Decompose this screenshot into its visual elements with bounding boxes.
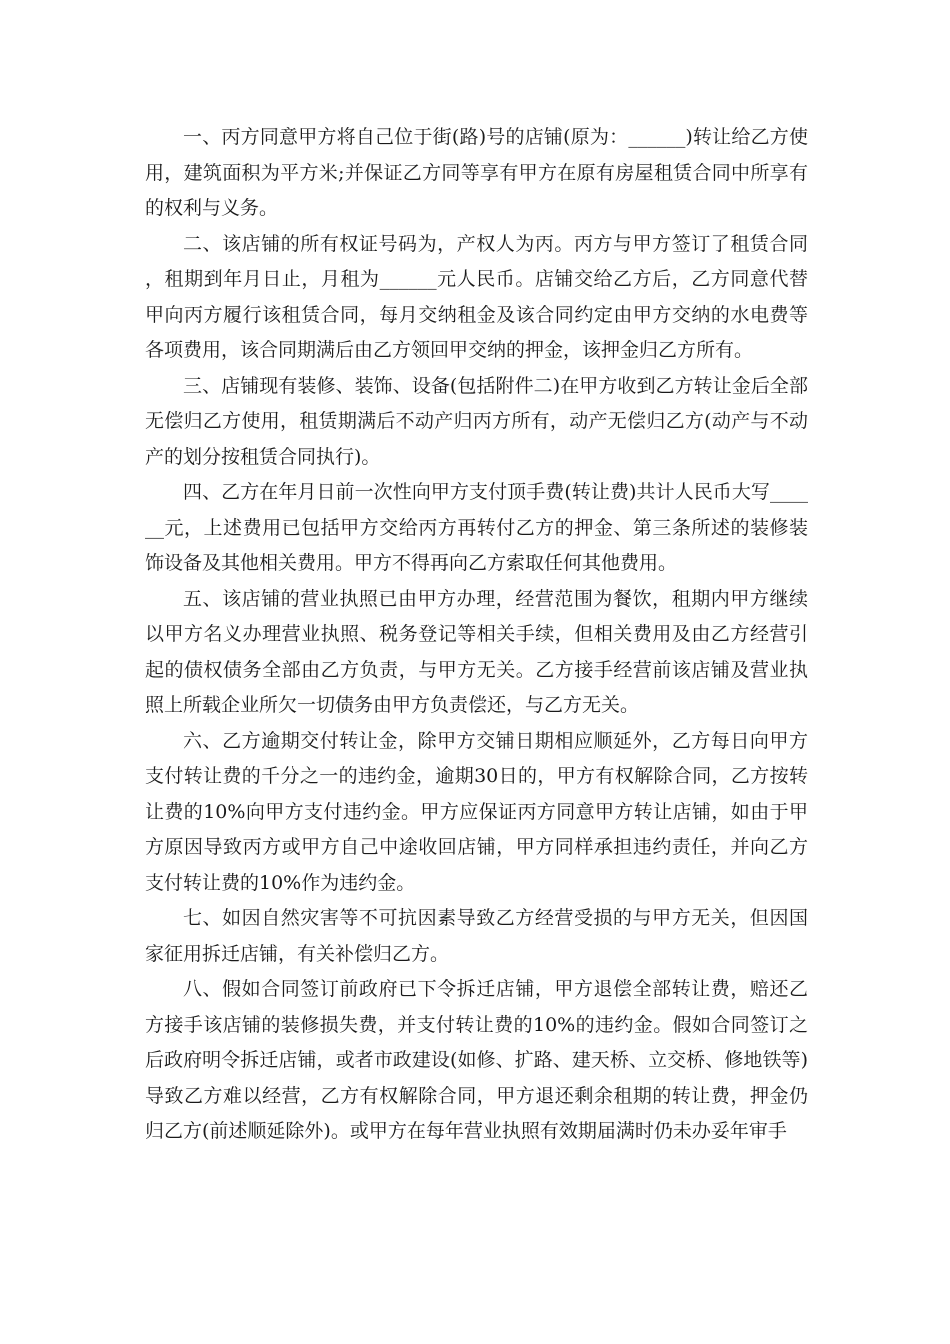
- clause-6: 六、乙方逾期交付转让金，除甲方交铺日期相应顺延外，乙方每日向甲方支付转让费的千分之一的违约金，逾期30日的，甲方有权解除合同，乙方按转让费的10%向甲方支付违约金。甲方应保证丙方同意甲方转让店铺，如由于甲方原因导致丙方或甲方自己中途收回店铺，甲方同样承担违约责任，并向乙方支付转让费的10%作为违约金。: [145, 729, 808, 894]
- clause-1: 一、丙方同意甲方将自己位于街(路)号的店铺(原为：______)转让给乙方使用，建筑面积为平方米;并保证乙方同等享有甲方在原有房屋租赁合同中所享有的权利与义务。: [145, 126, 808, 219]
- clause-2: 二、该店铺的所有权证号码为，产权人为丙。丙方与甲方签订了租赁合同，租期到年月日止，月租为______元人民币。店铺交给乙方后，乙方同意代替甲向丙方履行该租赁合同，每月交纳租金及该合同约定由甲方交纳的水电费等各项费用，该合同期满后由乙方领回甲交纳的押金，该押金归乙方所有。: [145, 232, 808, 361]
- clause-3: 三、店铺现有装修、装饰、设备(包括附件二)在甲方收到乙方转让金后全部无偿归乙方使用，租赁期满后不动产归丙方所有，动产无偿归乙方(动产与不动产的划分按租赁合同执行)。: [145, 374, 808, 468]
- clause-8: 八、假如合同签订前政府已下令拆迁店铺，甲方退偿全部转让费，赔还乙方接手该店铺的装修损失费，并支付转让费的10%的违约金。假如合同签订之后政府明令拆迁店铺，或者市政建设(如修、扩路、建天桥、立交桥、修地铁等)导致乙方难以经营，乙方有权解除合同，甲方退还剩余租期的转让费，押金仍归乙方(前述顺延除外)。或甲方在每年营业执照有效期届满时仍未办妥年审手: [145, 978, 808, 1142]
- clause-5: 五、该店铺的营业执照已由甲方办理，经营范围为餐饮，租期内甲方继续以甲方名义办理营业执照、税务登记等相关手续，但相关费用及由乙方经营引起的债权债务全部由乙方负责，与甲方无关。乙方接手经营前该店铺及营业执照上所载企业所欠一切债务由甲方负责偿还，与乙方无关。: [145, 587, 808, 716]
- contract-body: [145, 120, 808, 1150]
- clause-4: 四、乙方在年月日前一次性向甲方支付顶手费(转让费)共计人民币大写______元，上述费用已包括甲方交给丙方再转付乙方的押金、第三条所述的装修装饰设备及其他相关费用。甲方不得再向乙方索取任何其他费用。: [145, 481, 808, 574]
- clause-7: 七、如因自然灾害等不可抗因素导致乙方经营受损的与甲方无关，但因国家征用拆迁店铺，有关补偿归乙方。: [145, 907, 808, 965]
